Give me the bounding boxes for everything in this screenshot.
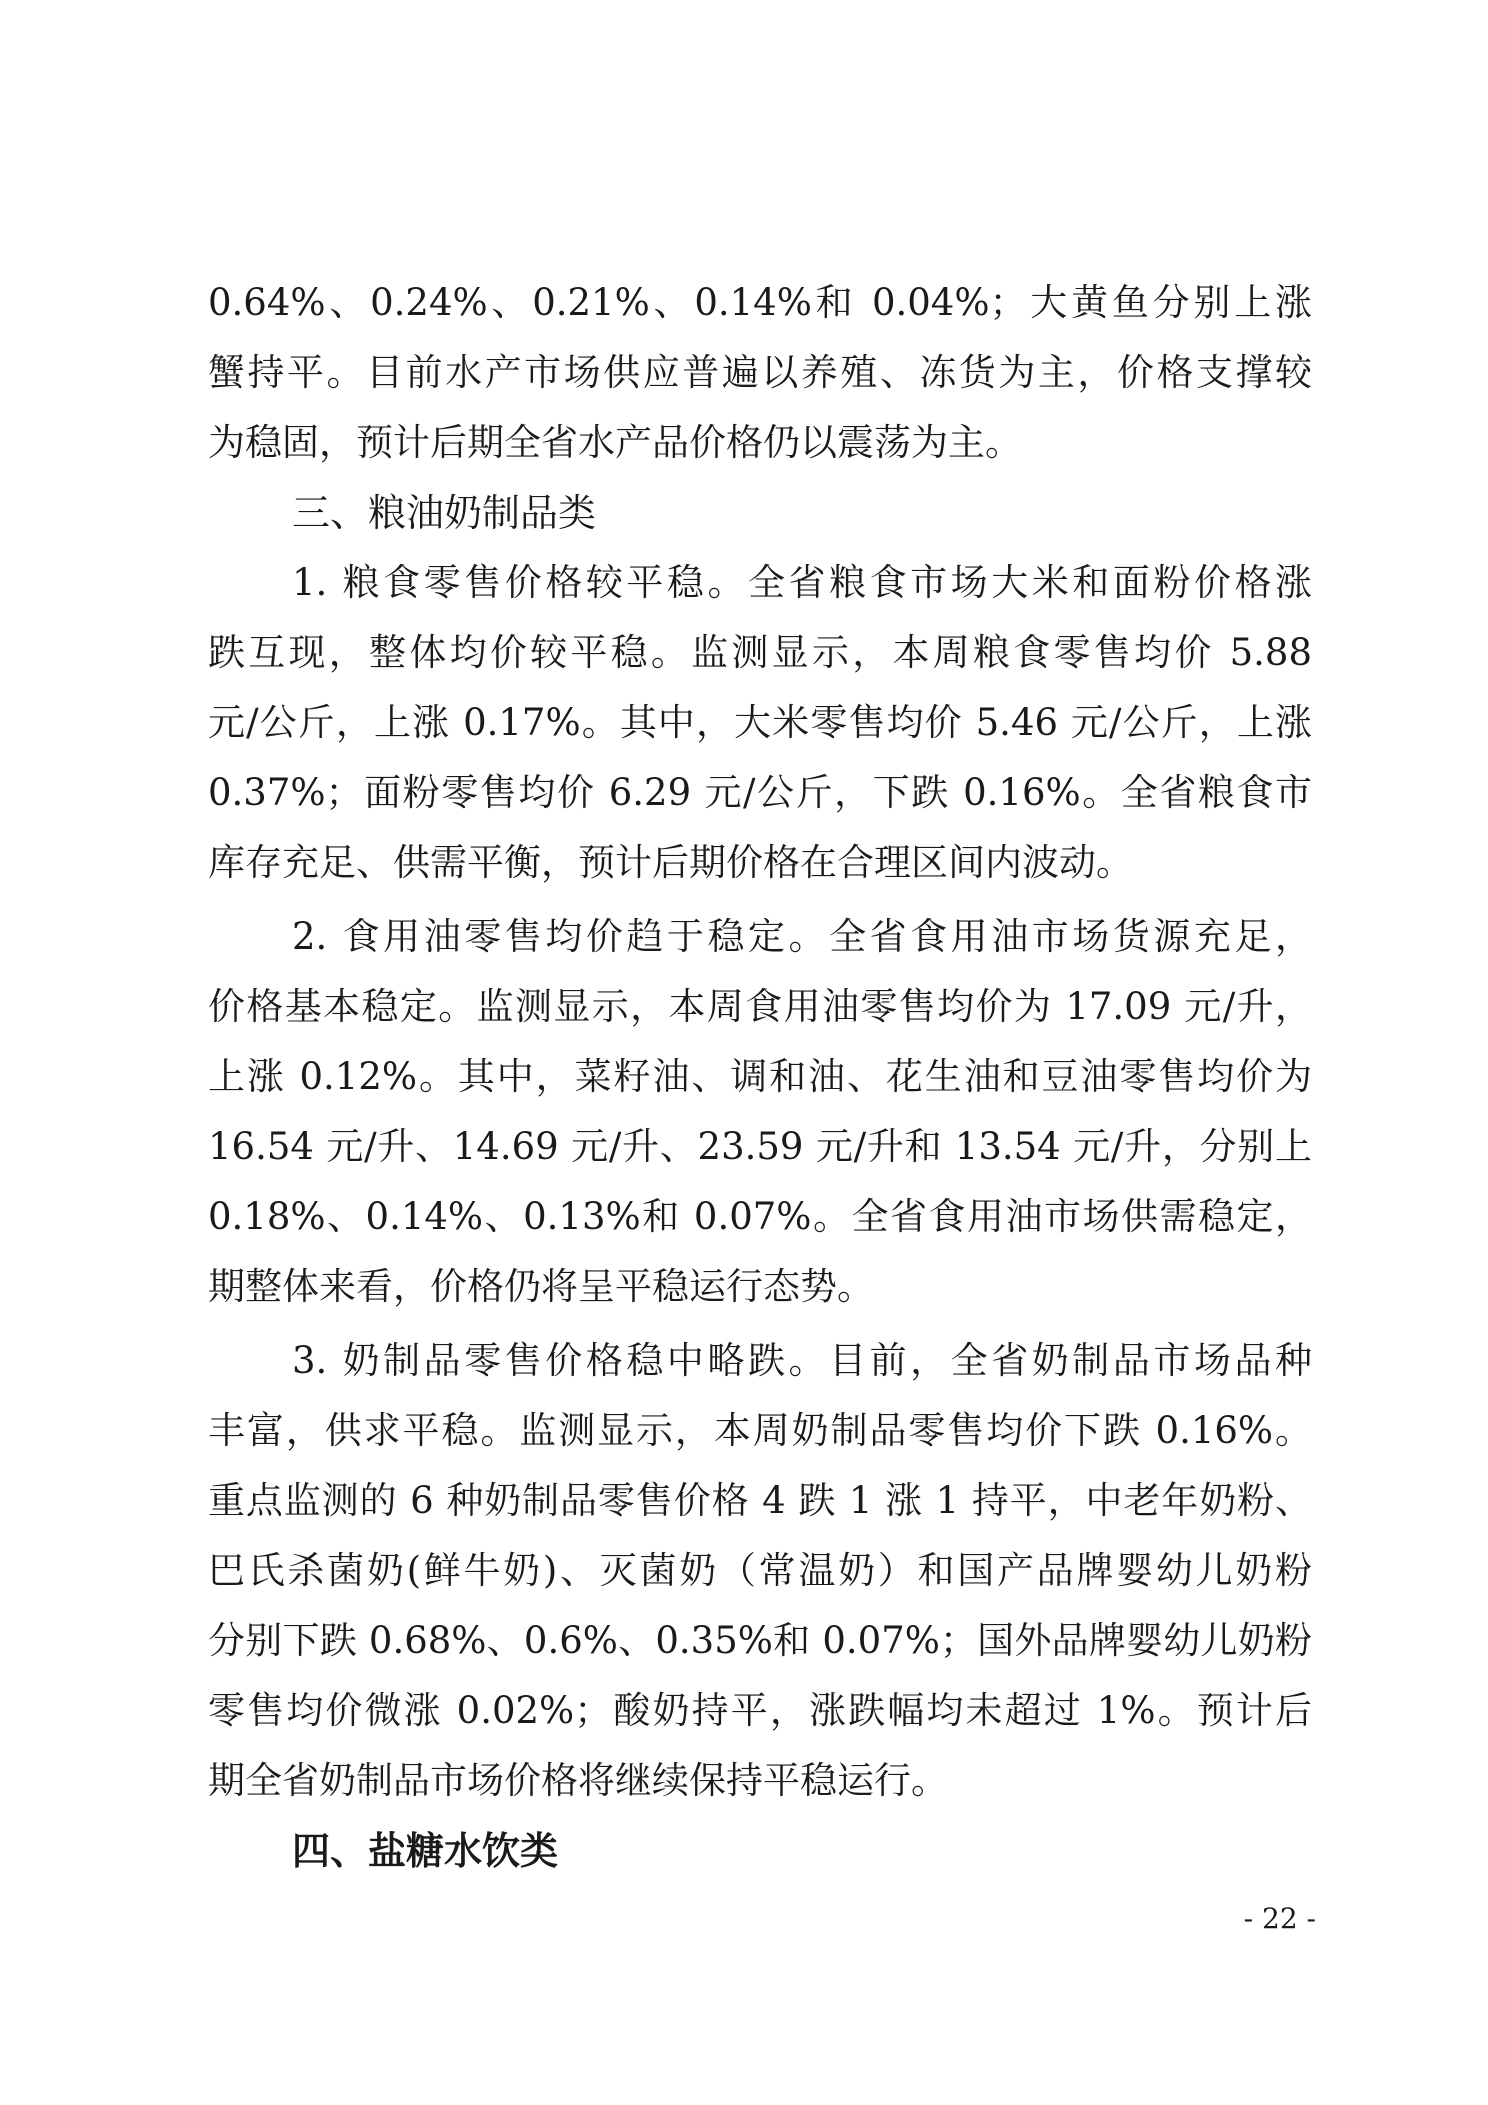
body-line: 2. 食用油零售均价趋于稳定。全省食用油市场货源充足， [292, 915, 1312, 958]
body-line: 16.54 元/升、14.69 元/升、23.59 元/升和 13.54 元/升，分别上 [208, 1125, 1312, 1168]
body-line: 上涨 0.12%。其中，菜籽油、调和油、花生油和豆油零售均价为 [208, 1055, 1312, 1098]
body-line: 0.37%；面粉零售均价 6.29 元/公斤，下跌 0.16%。全省粮食市 [208, 771, 1312, 814]
body-line: 3. 奶制品零售价格稳中略跌。目前，全省奶制品市场品种 [292, 1339, 1312, 1382]
section-heading-grain-oil-dairy: 三、粮油奶制品类 [292, 491, 597, 535]
body-line: 价格基本稳定。监测显示，本周食用油零售均价为 17.09 元/升， [208, 985, 1312, 1028]
body-line: 期全省奶制品市场价格将继续保持平稳运行。 [208, 1759, 948, 1802]
body-line: 0.64%、0.24%、0.21%、0.14%和 0.04%；大黄鱼分别上涨 [208, 281, 1312, 324]
section-heading-salt-sugar-drinks: 四、盐糖水饮类 [292, 1829, 559, 1873]
body-line: 为稳固，预计后期全省水产品价格仍以震荡为主。 [208, 421, 1022, 464]
body-line: 丰富，供求平稳。监测显示，本周奶制品零售均价下跌 0.16%。 [208, 1409, 1312, 1452]
body-line: 分别下跌 0.68%、0.6%、0.35%和 0.07%；国外品牌婴幼儿奶粉 [208, 1619, 1312, 1662]
body-line: 巴氏杀菌奶(鲜牛奶)、灭菌奶（常温奶）和国产品牌婴幼儿奶粉 [208, 1549, 1312, 1592]
body-line: 零售均价微涨 0.02%；酸奶持平，涨跌幅均未超过 1%。预计后 [208, 1689, 1312, 1732]
document-body [208, 268, 1312, 1886]
body-line: 0.18%、0.14%、0.13%和 0.07%。全省食用油市场供需稳定， [208, 1195, 1312, 1238]
body-line: 元/公斤，上涨 0.17%。其中，大米零售均价 5.46 元/公斤，上涨 [208, 701, 1312, 744]
body-line: 1. 粮食零售价格较平稳。全省粮食市场大米和面粉价格涨 [292, 561, 1312, 604]
body-line: 重点监测的 6 种奶制品零售价格 4 跌 1 涨 1 持平，中老年奶粉、 [208, 1479, 1312, 1522]
page-number: - 22 - [1243, 1902, 1316, 1935]
body-line: 期整体来看，价格仍将呈平稳运行态势。 [208, 1265, 874, 1308]
body-line: 库存充足、供需平衡，预计后期价格在合理区间内波动。 [208, 841, 1133, 884]
body-line: 蟹持平。目前水产市场供应普遍以养殖、冻货为主，价格支撑较 [208, 351, 1312, 394]
body-line: 跌互现，整体均价较平稳。监测显示，本周粮食零售均价 5.88 [208, 631, 1312, 674]
